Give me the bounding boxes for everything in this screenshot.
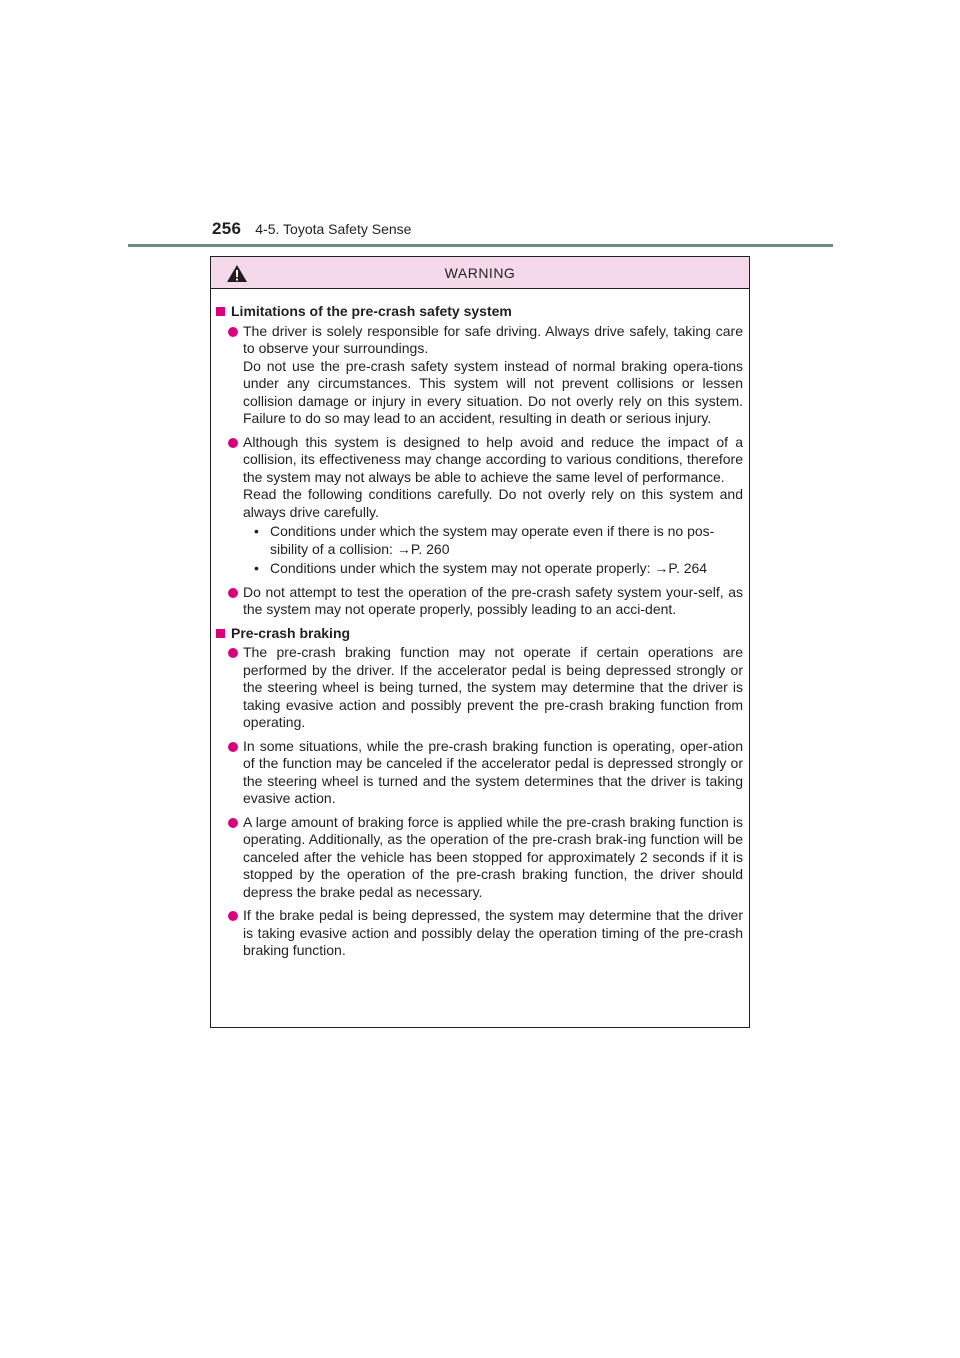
page-number: 256 <box>212 219 242 238</box>
circle-bullet-icon <box>228 438 238 448</box>
circle-bullet-icon <box>228 911 238 921</box>
section-heading <box>216 625 743 643</box>
list-item <box>228 434 743 578</box>
sub-item-text: Conditions under which the system may operate even if there is no pos-sibility of a collision: →P. 260 <box>270 523 715 557</box>
header-rule <box>128 244 833 247</box>
sub-list-item <box>243 523 743 558</box>
paragraph: Do not use the pre-crash safety system instead of normal braking opera-tions under any circumstances. This system will not prevent collisions or lessen collision damage or injury in every situation. Do not overly rely on this system. Failure to do so may lead to an accident, resulting in death or serious injury. <box>243 357 743 426</box>
list-item <box>228 644 743 732</box>
warning-body <box>211 289 749 960</box>
square-bullet-icon <box>216 629 225 638</box>
warning-label: WARNING <box>444 264 516 281</box>
paragraph: The pre-crash braking function may not operate if certain operations are performed by the driver. If the accelerator pedal is being depressed strongly or the steering wheel is being turned, the system may determine that the driver is taking evasive action and possibly prevent the pre-crash braking function from operating. <box>243 644 743 730</box>
page-header <box>212 219 411 239</box>
circle-bullet-icon <box>228 327 238 337</box>
circle-bullet-icon <box>228 648 238 658</box>
list-item <box>228 323 743 428</box>
list-item <box>228 584 743 619</box>
section-heading <box>216 303 743 321</box>
sub-bullet-icon: • <box>254 523 259 539</box>
warning-header <box>211 257 749 289</box>
paragraph: Do not attempt to test the operation of the pre-crash safety system your-self, as the system may not operate properly, possibly leading to an acci-dent. <box>243 583 743 617</box>
paragraph: If the brake pedal is being depressed, the system may determine that the driver is taking evasive action and possibly delay the operation timing of the pre-crash braking function. <box>243 907 743 958</box>
list-item <box>228 738 743 808</box>
sub-list-item <box>243 560 743 578</box>
circle-bullet-icon <box>228 742 238 752</box>
list-item <box>228 907 743 960</box>
sub-bullet-icon: • <box>254 560 259 576</box>
section-heading-text: Pre-crash braking <box>231 624 351 641</box>
section-title: 4-5. Toyota Safety Sense <box>255 221 412 237</box>
circle-bullet-icon <box>228 588 238 598</box>
square-bullet-icon <box>216 307 225 316</box>
paragraph: The driver is solely responsible for safe driving. Always drive safely, taking care to observe your surroundings. <box>243 322 743 356</box>
circle-bullet-icon <box>228 818 238 828</box>
warning-triangle-icon <box>226 264 248 283</box>
section-heading-text: Limitations of the pre-crash safety system <box>231 303 512 319</box>
paragraph: Although this system is designed to help avoid and reduce the impact of a collision, its effectiveness may change according to various conditions, therefore the system may not always be able to achieve the same level of performance. <box>243 433 743 485</box>
paragraph: In some situations, while the pre-crash braking function is operating, oper-ation of the function may be canceled if the accelerator pedal is depressed strongly or the steering wheel is turned and the system determines that the driver is taking evasive action. <box>243 737 743 806</box>
paragraph: Read the following conditions carefully. Do not overly rely on this system and always drive carefully. <box>243 486 743 520</box>
paragraph: A large amount of braking force is applied while the pre-crash braking function is operating. Additionally, as the operation of the pre-crash brak-ing function will be canceled after the vehicle has been stopped for approximately 2 seconds if it is stopped by the operation of the pre-crash braking function, the driver should depress the brake pedal as necessary. <box>243 813 743 900</box>
sub-item-text: Conditions under which the system may not operate properly: →P. 264 <box>270 560 708 576</box>
warning-box <box>210 256 750 1028</box>
list-item <box>228 814 743 902</box>
